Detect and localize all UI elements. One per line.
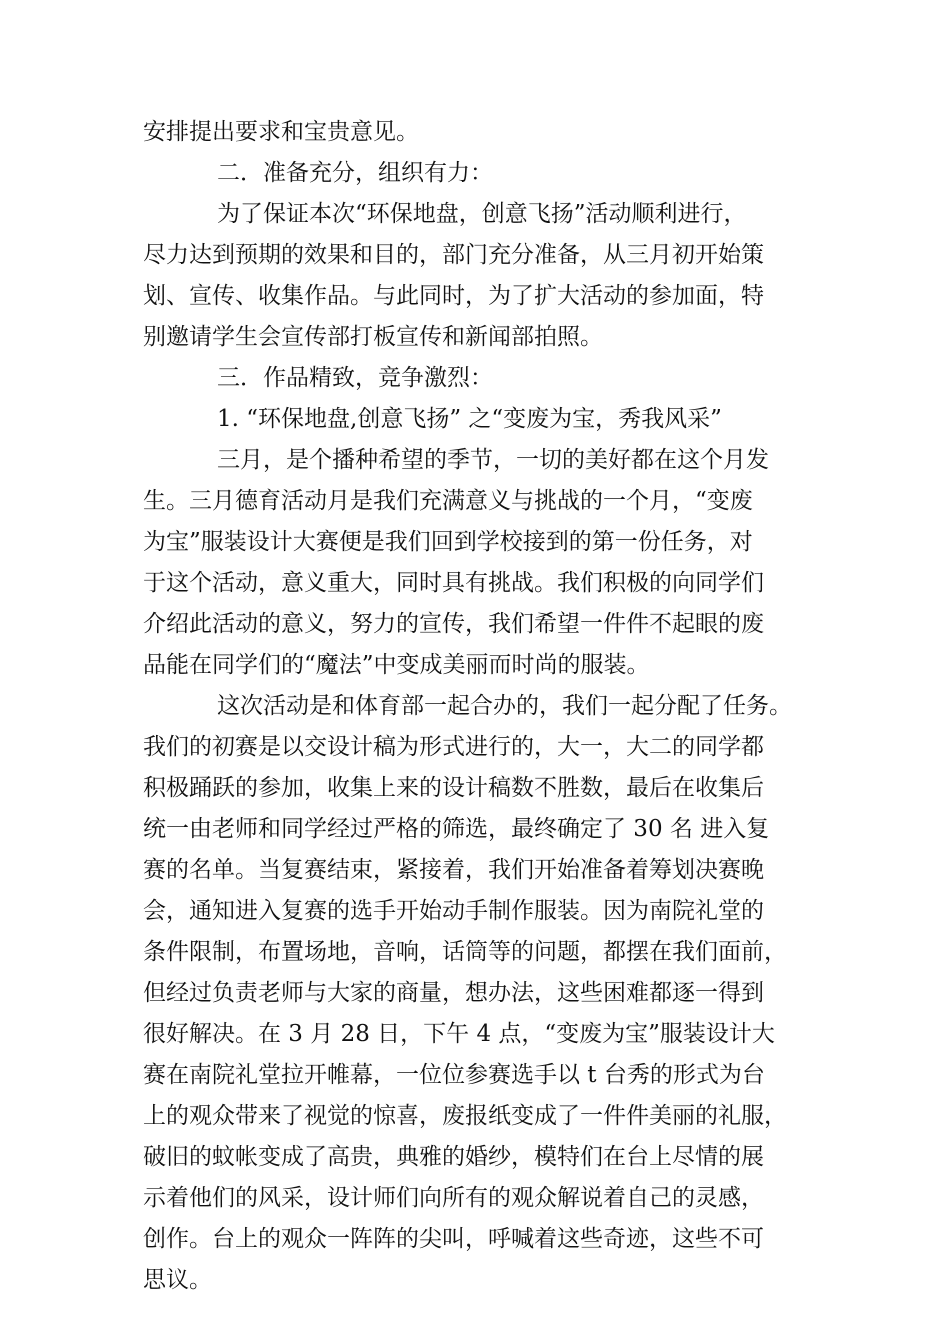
text-line: 破旧的蚊帐变成了高贵，典雅的婚纱，模特们在台上尽情的展: [143, 1144, 764, 1170]
text-line: 统一由老师和同学经过严格的筛选，最终确定了 30 名 进入复: [143, 816, 770, 842]
text-line: 积极踊跃的参加，收集上来的设计稿数不胜数，最后在收集后: [143, 775, 764, 801]
text-line: 但经过负责老师与大家的商量，想办法，这些困难都逐一得到: [143, 980, 764, 1006]
text-line: 赛的名单。当复赛结束，紧接着，我们开始准备着筹划决赛晚: [143, 857, 764, 883]
text-line: 我们的初赛是以交设计稿为形式进行的，大一，大二的同学都: [143, 734, 764, 760]
text-line: 为宝”服装设计大赛便是我们回到学校接到的第一份任务，对: [143, 529, 753, 555]
text-line: 上的观众带来了视觉的惊喜，废报纸变成了一件件美丽的礼服，: [143, 1103, 787, 1129]
text-line: 生。三月德育活动月是我们充满意义与挑战的一个月，“变废: [143, 488, 753, 514]
text-line: 于这个活动，意义重大，同时具有挑战。我们积极的向同学们: [143, 570, 764, 596]
text-line: 思议。: [143, 1267, 212, 1293]
text-line: 会，通知进入复赛的选手开始动手制作服装。因为南院礼堂的: [143, 898, 764, 924]
document-body: [143, 112, 813, 1301]
text-line: 为了保证本次“环保地盘，创意飞扬”活动顺利进行，: [217, 201, 747, 227]
text-line: 三月，是个播种希望的季节，一切的美好都在这个月发: [217, 447, 769, 473]
text-line: 很好解决。在 3 月 28 日，下午 4 点，“变废为宝”服装设计大: [143, 1021, 775, 1047]
section-heading: 二．准备充分，组织有力：: [217, 160, 493, 186]
text-line: 条件限制，布置场地，音响，话筒等的问题，都摆在我们面前，: [143, 939, 787, 965]
text-line: 赛在南院礼堂拉开帷幕，一位位参赛选手以 t 台秀的形式为台: [143, 1062, 765, 1088]
text-line: 示着他们的风采，设计师们向所有的观众解说着自己的灵感，: [143, 1185, 764, 1211]
text-line: 介绍此活动的意义，努力的宣传，我们希望一件件不起眼的废: [143, 611, 764, 637]
text-line: 品能在同学们的“魔法”中变成美丽而时尚的服装。: [143, 652, 650, 678]
text-line: 尽力达到预期的效果和目的，部门充分准备，从三月初开始策: [143, 242, 764, 268]
text-line: 这次活动是和体育部一起合办的，我们一起分配了任务。: [217, 693, 792, 719]
text-line: 安排提出要求和宝贵意见。: [143, 119, 419, 145]
section-heading: 三．作品精致，竞争激烈：: [217, 365, 493, 391]
subsection-heading: 1. “环保地盘,创意飞扬” 之“变废为宝，秀我风采”: [217, 406, 722, 432]
text-line: 别邀请学生会宣传部打板宣传和新闻部拍照。: [143, 324, 603, 350]
text-line: 创作。台上的观众一阵阵的尖叫，呼喊着这些奇迹，这些不可: [143, 1226, 764, 1252]
text-line: 划、宣传、收集作品。与此同时，为了扩大活动的参加面，特: [143, 283, 764, 309]
